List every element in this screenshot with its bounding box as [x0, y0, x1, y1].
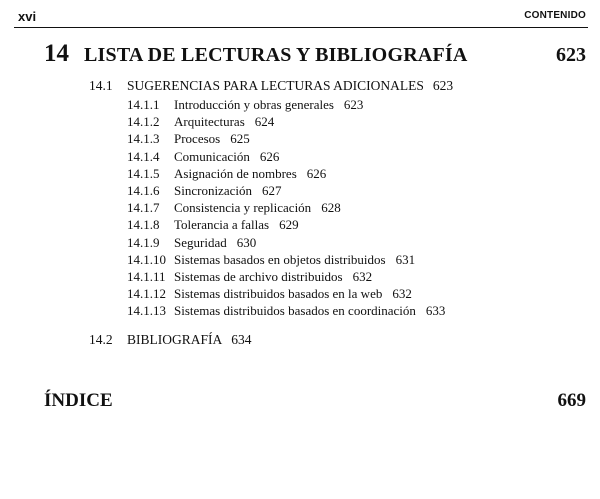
- toc-subsection: [127, 96, 445, 113]
- subsection-page: 626: [259, 148, 280, 164]
- subsection-page: 627: [261, 182, 282, 198]
- chapter-number: 14: [44, 40, 69, 67]
- toc-section-14-2: [89, 332, 252, 348]
- subsection-title: Sistemas distribuidos basados en coordinación: [174, 303, 416, 319]
- subsection-title: Procesos: [174, 131, 221, 147]
- subsection-page: 626: [306, 165, 327, 181]
- subsection-number: 14.1.2: [127, 114, 160, 130]
- subsection-title: Asignación de nombres: [174, 165, 297, 181]
- subsection-number: 14.1.10: [127, 251, 166, 267]
- subsection-title: Arquitecturas: [174, 114, 245, 130]
- subsection-number: 14.1.9: [127, 234, 160, 250]
- subsection-page: 624: [254, 114, 275, 130]
- toc-section-14-1: [89, 78, 453, 94]
- subsection-title: Comunicación: [174, 148, 250, 164]
- subsection-title: Sistemas distribuidos basados en la web: [174, 286, 383, 302]
- subsection-number: 14.1.5: [127, 165, 160, 181]
- toc-subsection: [127, 268, 445, 285]
- subsection-page: 633: [425, 303, 446, 319]
- subsection-page: 631: [395, 251, 416, 267]
- chapter-title: LISTA DE LECTURAS Y BIBLIOGRAFÍA: [84, 44, 468, 66]
- toc-subsection: [127, 199, 445, 216]
- index-page: 669: [557, 390, 586, 411]
- section-number: 14.2: [89, 332, 113, 347]
- subsection-title: Introducción y obras generales: [174, 97, 334, 112]
- subsection-list: [127, 96, 445, 319]
- toc-subsection: [127, 165, 445, 182]
- subsection-number: 14.1.3: [127, 131, 160, 147]
- subsection-title: Sistemas basados en objetos distribuidos: [174, 251, 386, 267]
- toc-subsection: [127, 113, 445, 130]
- toc-subsection: [127, 302, 445, 319]
- toc-subsection: [127, 182, 445, 199]
- header-rule: [14, 27, 588, 28]
- page-number: xvi: [18, 9, 37, 24]
- subsection-number: 14.1.8: [127, 217, 160, 233]
- subsection-page: 632: [352, 268, 373, 284]
- subsection-number: 14.1.4: [127, 148, 160, 164]
- toc-subsection: [127, 130, 445, 147]
- toc-subsection: [127, 251, 445, 268]
- toc-subsection: [127, 234, 445, 251]
- section-page: 634: [231, 332, 252, 347]
- subsection-page: 632: [392, 286, 412, 302]
- subsection-number: 14.1.1: [127, 97, 160, 112]
- section-title: SUGERENCIAS PARA LECTURAS ADICIONALES: [127, 78, 424, 93]
- subsection-title: Sincronización: [174, 182, 252, 198]
- subsection-number: 14.1.7: [127, 200, 160, 216]
- chapter-page: 623: [556, 44, 586, 66]
- subsection-page: 630: [236, 234, 257, 250]
- subsection-title: Consistencia y replicación: [174, 200, 312, 216]
- running-header: CONTENIDO: [524, 10, 586, 21]
- subsection-number: 14.1.12: [127, 286, 166, 302]
- index-heading: [44, 390, 586, 414]
- subsection-page: 628: [321, 200, 341, 216]
- subsection-title: Tolerancia a fallas: [174, 217, 270, 233]
- toc-subsection: [127, 148, 445, 165]
- subsection-page: 623: [343, 97, 364, 112]
- section-page: 623: [432, 78, 454, 93]
- section-number: 14.1: [89, 78, 113, 93]
- toc-subsection: [127, 285, 445, 302]
- subsection-number: 14.1.11: [127, 268, 166, 284]
- toc-subsection: [127, 216, 445, 233]
- subsection-number: 14.1.13: [127, 303, 166, 319]
- subsection-page: 629: [279, 217, 299, 233]
- chapter-heading: [44, 40, 586, 68]
- index-title: ÍNDICE: [44, 390, 113, 411]
- section-title: BIBLIOGRAFÍA: [127, 332, 223, 347]
- subsection-number: 14.1.6: [127, 182, 160, 198]
- subsection-title: Sistemas de archivo distribuidos: [174, 268, 343, 284]
- subsection-title: Seguridad: [174, 234, 227, 250]
- subsection-page: 625: [230, 131, 250, 147]
